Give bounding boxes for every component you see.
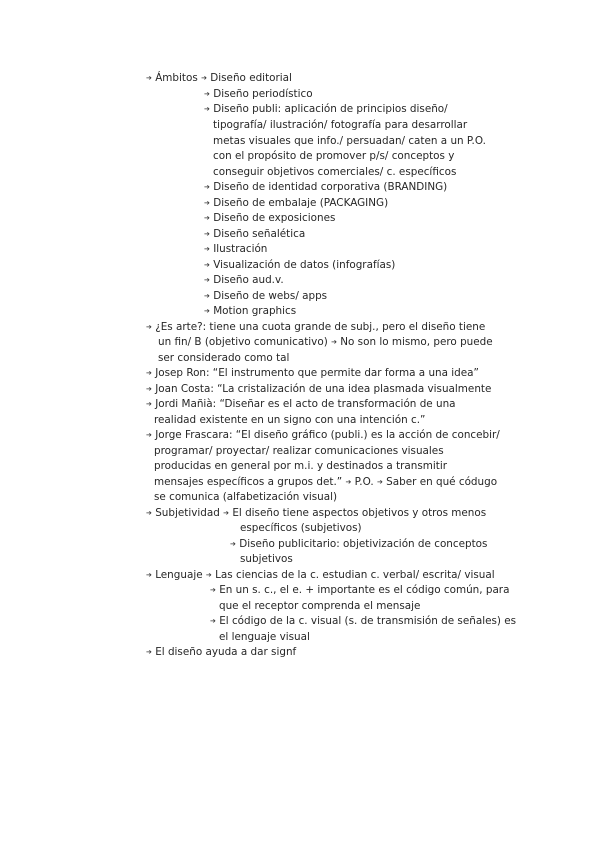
quote-text: mensajes específicos a grupos det.” <box>154 476 343 488</box>
ambitos-item <box>204 102 448 117</box>
arrow-icon: ➔ <box>223 509 229 517</box>
ambitos-item <box>204 258 395 273</box>
list-item: Diseño de webs/ apps <box>213 290 328 302</box>
arrow-icon: ➔ <box>345 478 352 486</box>
subjetividad-item <box>230 537 487 552</box>
arrow-icon: ➔ <box>210 586 216 594</box>
quote-text: Jordi Mañià: “Diseñar es el acto de transformación de una <box>155 398 456 410</box>
ambitos-label: Ámbitos <box>155 72 198 84</box>
subjetividad-line <box>146 506 486 521</box>
quote-text: Joan Costa: “La cristalización de una idea plasmada visualmente <box>155 383 492 395</box>
list-item: Diseño aud.v. <box>213 274 284 286</box>
arte-line <box>158 335 493 350</box>
list-item: Diseño periodístico <box>213 88 313 100</box>
list-item-continuation: con el propósito de promover p/s/ conceptos y <box>213 150 455 162</box>
arrow-icon: ➔ <box>146 74 152 82</box>
arrow-icon: ➔ <box>146 369 152 377</box>
ambitos-item <box>204 289 327 304</box>
lenguaje-label: Lenguaje <box>155 569 203 581</box>
quote-line <box>146 397 456 412</box>
ambitos-item <box>204 180 447 195</box>
arrow-icon: ➔ <box>146 648 152 656</box>
list-item-continuation: el lenguaje visual <box>219 631 310 643</box>
quote-text: producidas en general por m.i. y destinados a transmitir <box>154 460 448 472</box>
quote-text: realidad existente en un signo con una intención c.” <box>154 414 426 426</box>
arrow-icon: ➔ <box>204 230 210 238</box>
quote-text: Josep Ron: “El instrumento que permite dar forma a una idea” <box>155 367 479 379</box>
list-item: Las ciencias de la c. estudian c. verbal/ escrita/ visual <box>215 569 495 581</box>
arrow-icon: ➔ <box>146 431 152 439</box>
quote-text: se comunica (alfabetización visual) <box>154 491 338 503</box>
subjetividad-label: Subjetividad <box>155 507 220 519</box>
arrow-icon: ➔ <box>331 338 337 346</box>
quote-line <box>146 366 479 381</box>
arrow-icon: ➔ <box>204 292 210 300</box>
arte-text: No son lo mismo, pero puede <box>340 336 493 348</box>
quote-line <box>154 475 497 490</box>
list-item: Diseño de exposiciones <box>213 212 336 224</box>
list-item-continuation: que el receptor comprenda el mensaje <box>219 600 421 612</box>
ambitos-item <box>204 87 313 102</box>
arrow-icon: ➔ <box>204 276 210 284</box>
lenguaje-item <box>210 614 516 629</box>
list-item-continuation: metas visuales que info./ persuadan/ caten a un P.O. <box>213 135 486 147</box>
list-item: Diseño de embalaje (PACKAGING) <box>213 197 389 209</box>
ambitos-item <box>204 273 284 288</box>
list-item: Diseño de identidad corporativa (BRANDING) <box>213 181 448 193</box>
arte-text: un fin/ B (objetivo comunicativo) <box>158 336 328 348</box>
arte-text: ser considerado como tal <box>158 352 290 364</box>
list-item: El código de la c. visual (s. de transmisión de señales) es <box>219 615 517 627</box>
list-item-continuation: subjetivos <box>240 553 293 565</box>
arrow-icon: ➔ <box>204 183 210 191</box>
list-item: Diseño publi: aplicación de principios diseño/ <box>213 103 448 115</box>
arrow-icon: ➔ <box>204 105 210 113</box>
ambitos-item <box>204 211 335 226</box>
list-item: Diseño señalética <box>213 228 306 240</box>
arrow-icon: ➔ <box>205 571 212 579</box>
ambitos-line <box>146 71 292 86</box>
arrow-icon: ➔ <box>230 540 236 548</box>
arrow-icon: ➔ <box>204 214 210 222</box>
arrow-icon: ➔ <box>376 478 383 486</box>
quote-text: Jorge Frascara: “El diseño gráfico (publi.) es la acción de concebir/ <box>155 429 500 441</box>
arrow-icon: ➔ <box>204 199 210 207</box>
arrow-icon: ➔ <box>146 323 152 331</box>
quote-line <box>146 428 500 443</box>
quote-text: P.O. <box>354 476 374 488</box>
ambitos-item <box>204 304 296 319</box>
arrow-icon: ➔ <box>146 509 152 517</box>
quote-text: programar/ proyectar/ realizar comunicaciones visuales <box>154 445 444 457</box>
list-item: Motion graphics <box>213 305 297 317</box>
quote-text: Saber en qué códugo <box>386 476 498 488</box>
list-item: En un s. c., el e. + importante es el código común, para <box>219 584 510 596</box>
list-item-continuation: conseguir objetivos comerciales/ c. específicos <box>213 166 457 178</box>
arrow-icon: ➔ <box>201 74 207 82</box>
arrow-icon: ➔ <box>204 307 210 315</box>
arrow-icon: ➔ <box>204 261 210 269</box>
arrow-icon: ➔ <box>204 245 210 253</box>
arrow-icon: ➔ <box>210 617 216 625</box>
arte-text: ¿Es arte?: tiene una cuota grande de subj., pero el diseño tiene <box>155 321 486 333</box>
ambitos-item <box>204 196 388 211</box>
arrow-icon: ➔ <box>146 571 152 579</box>
list-item-continuation: tipografía/ ilustración/ fotografía para desarrollar <box>213 119 468 131</box>
last-line <box>146 645 296 660</box>
arte-line <box>146 320 485 335</box>
arrow-icon: ➔ <box>204 90 210 98</box>
list-item: El diseño tiene aspectos objetivos y otros menos <box>232 507 487 519</box>
list-item: Diseño publicitario: objetivización de conceptos <box>239 538 488 550</box>
list-item: Diseño editorial <box>210 72 292 84</box>
lenguaje-item <box>210 583 509 598</box>
lenguaje-line <box>146 568 495 583</box>
list-item: Visualización de datos (infografías) <box>213 259 396 271</box>
list-item-continuation: específicos (subjetivos) <box>240 522 362 534</box>
ambitos-item <box>204 242 267 257</box>
quote-line <box>146 382 491 397</box>
list-item: Ilustración <box>213 243 268 255</box>
arrow-icon: ➔ <box>146 385 152 393</box>
last-text: El diseño ayuda a dar signf <box>155 646 297 658</box>
arrow-icon: ➔ <box>146 400 152 408</box>
ambitos-item <box>204 227 305 242</box>
